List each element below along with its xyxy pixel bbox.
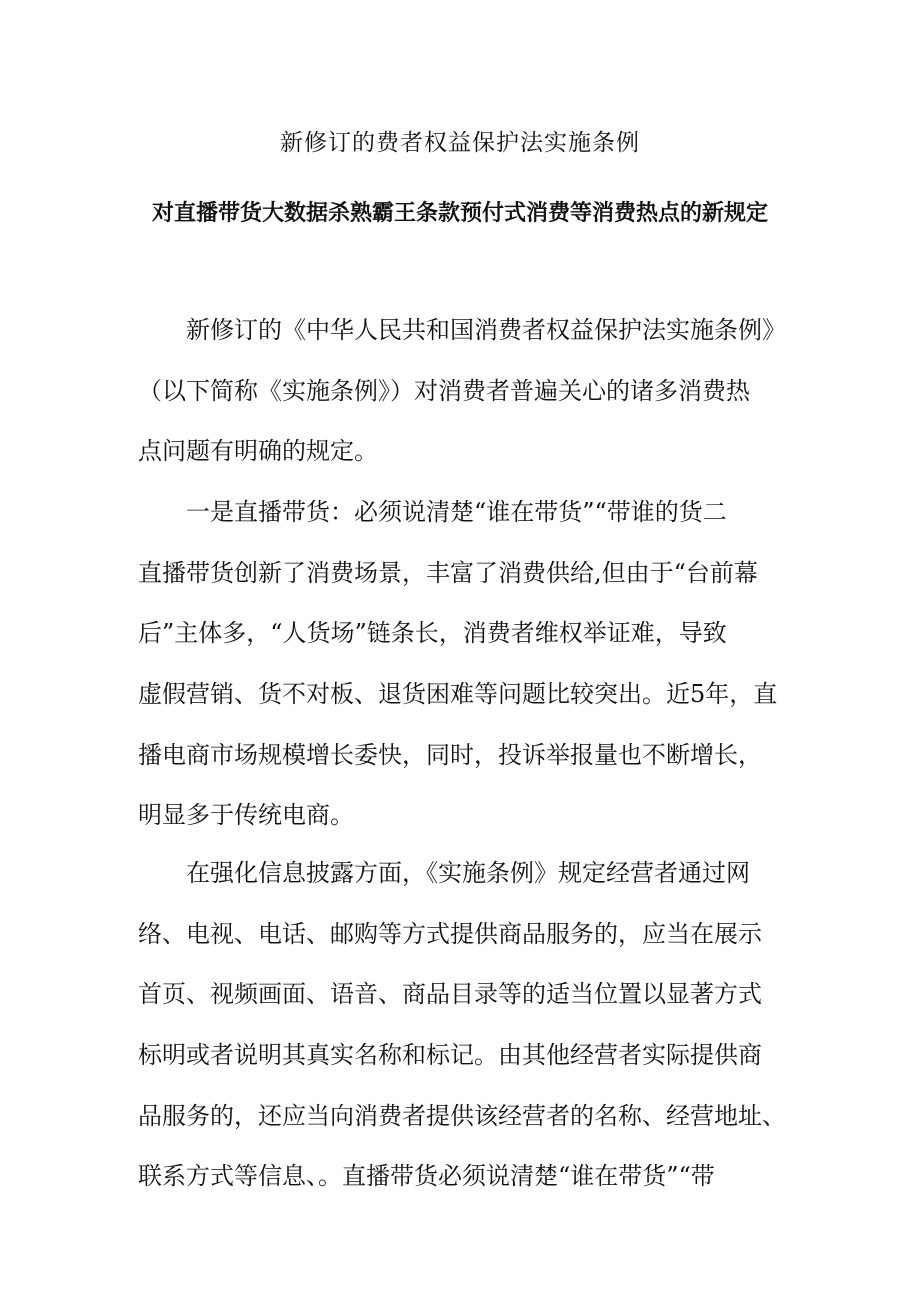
paragraph-line: 标明或者说明其真实名称和标记。由其他经营者实际提供商 bbox=[138, 1041, 762, 1069]
paragraph-line: 在强化信息披露方面，《实施条例》规定经营者通过网 bbox=[186, 859, 750, 887]
paragraph-line: 虚假营销、货不对板、退货困难等问题比较突出。近5年，直 bbox=[138, 680, 778, 708]
paragraph-line: 明显多于传统电商。 bbox=[138, 801, 354, 829]
paragraph-line: 品服务的，还应当向消费者提供该经营者的名称、经营地址、 bbox=[138, 1102, 786, 1130]
paragraph-line: 络、电视、电话、邮购等方式提供商品服务的，应当在展示 bbox=[138, 920, 762, 948]
paragraph-line: 后”主体多，“人货场”链条长，消费者维权举证难，导致 bbox=[138, 619, 727, 647]
paragraph-line: 播电商市场规模增长委快，同时，投诉举报量也不断增长， bbox=[138, 741, 762, 769]
document-subtitle: 对直播带货大数据杀熟霸王条款预付式消费等消费热点的新规定 bbox=[151, 201, 768, 226]
paragraph-line: 联系方式等信息、。直播带货必须说清楚“谁在带货”“带 bbox=[138, 1162, 715, 1190]
paragraph-line: 直播带货创新了消费场景，丰富了消费供给,但由于“台前幕 bbox=[138, 559, 758, 587]
paragraph-line: （以下简称《实施条例》）对消费者普遍关心的诸多消费热 bbox=[138, 377, 750, 405]
paragraph-line: 首页、视频画面、语音、商品目录等的适当位置以显著方式 bbox=[138, 980, 762, 1008]
paragraph-line: 新修订的《中华人民共和国消费者权益保护法实施条例》 bbox=[186, 316, 786, 344]
paragraph-line: 点问题有明确的规定。 bbox=[138, 437, 378, 465]
document-title: 新修订的费者权益保护法实施条例 bbox=[280, 130, 640, 156]
paragraph-line: 一是直播带货：必须说清楚“谁在带货”“带谁的货二 bbox=[186, 498, 727, 526]
